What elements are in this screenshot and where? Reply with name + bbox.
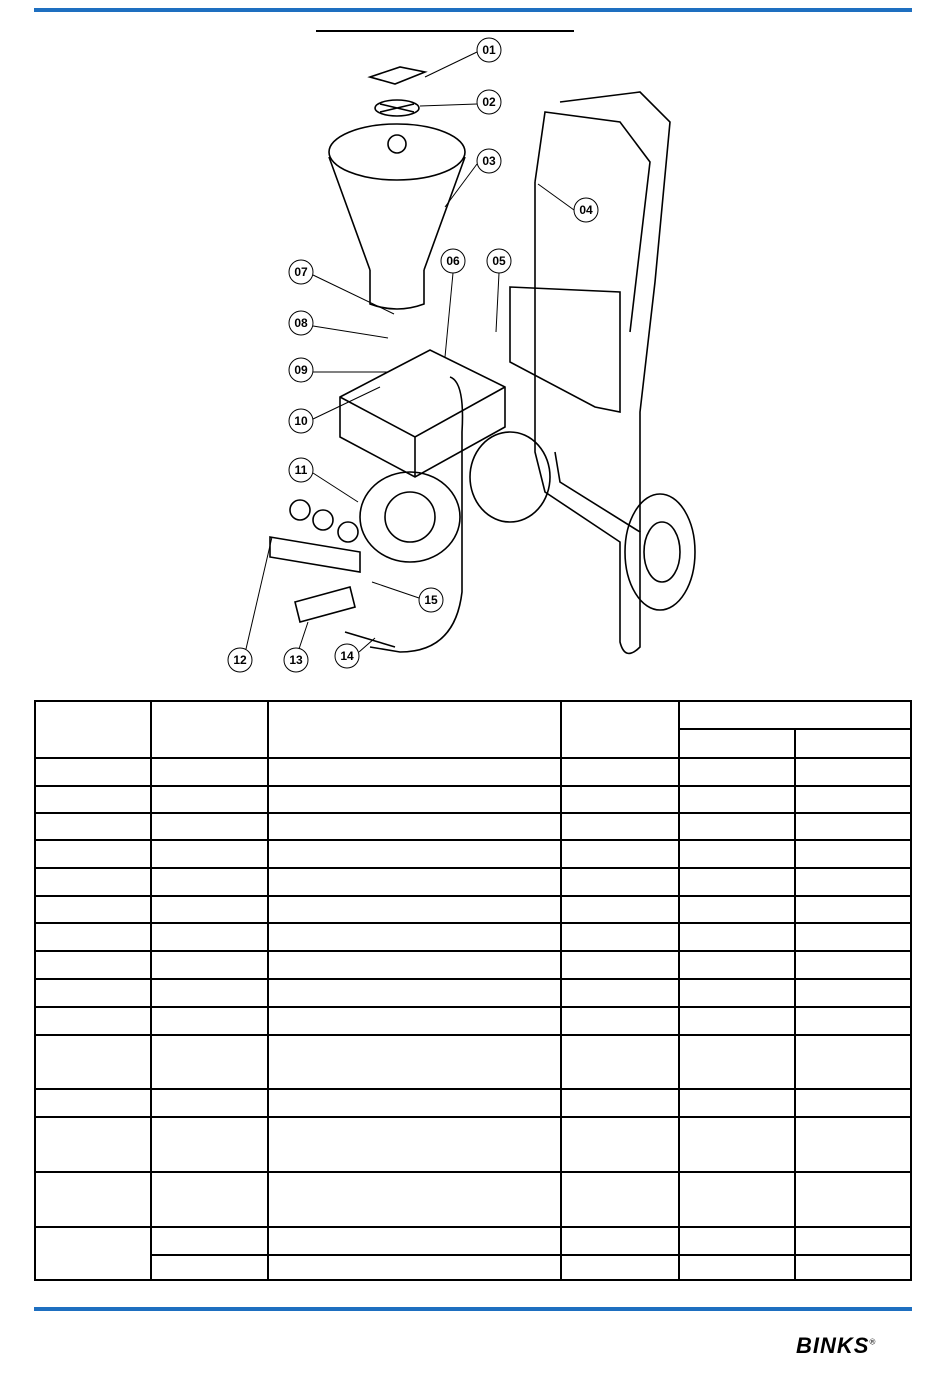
svg-text:10: 10	[294, 414, 308, 428]
svg-text:14: 14	[340, 649, 354, 663]
callout-10	[289, 409, 313, 433]
wheel	[625, 494, 695, 610]
exploded-parts-diagram	[200, 32, 740, 697]
svg-text:15: 15	[424, 593, 438, 607]
mount-bracket	[510, 287, 620, 412]
svg-text:12: 12	[233, 653, 247, 667]
cart-frame-left	[535, 182, 640, 653]
base-plate	[340, 350, 505, 477]
brand-name: BINKS	[796, 1333, 870, 1358]
svg-text:06: 06	[446, 254, 460, 268]
callout-01	[477, 38, 501, 62]
svg-text:02: 02	[482, 95, 496, 109]
binks-logo	[796, 1333, 876, 1359]
svg-text:09: 09	[294, 363, 308, 377]
pump-body	[360, 472, 460, 562]
callout-07	[289, 260, 313, 284]
svg-text:04: 04	[579, 203, 593, 217]
svg-text:05: 05	[492, 254, 506, 268]
motor-housing	[470, 432, 550, 522]
callout-11	[289, 458, 313, 482]
top-blue-rule	[34, 8, 912, 12]
filter-part	[295, 587, 355, 622]
cart-handle	[535, 112, 650, 332]
callout-08	[289, 311, 313, 335]
callout-02	[477, 90, 501, 114]
callout-15	[419, 588, 443, 612]
svg-text:13: 13	[289, 653, 303, 667]
filter-screen-part	[370, 67, 425, 84]
registered-mark: ®	[869, 1337, 877, 1347]
parts-table	[34, 700, 912, 1281]
callout-03	[477, 149, 501, 173]
bottom-blue-rule	[34, 1307, 912, 1311]
callout-05	[487, 249, 511, 273]
callout-04	[574, 198, 598, 222]
hopper-top	[329, 124, 465, 180]
callout-14	[335, 644, 359, 668]
svg-text:03: 03	[482, 154, 496, 168]
callout-12	[228, 648, 252, 672]
svg-text:01: 01	[482, 43, 496, 57]
callout-09	[289, 358, 313, 382]
gun-connector	[345, 632, 395, 647]
svg-text:11: 11	[294, 463, 308, 477]
callout-06	[441, 249, 465, 273]
svg-text:08: 08	[294, 316, 308, 330]
callout-13	[284, 648, 308, 672]
svg-text:07: 07	[294, 265, 308, 279]
